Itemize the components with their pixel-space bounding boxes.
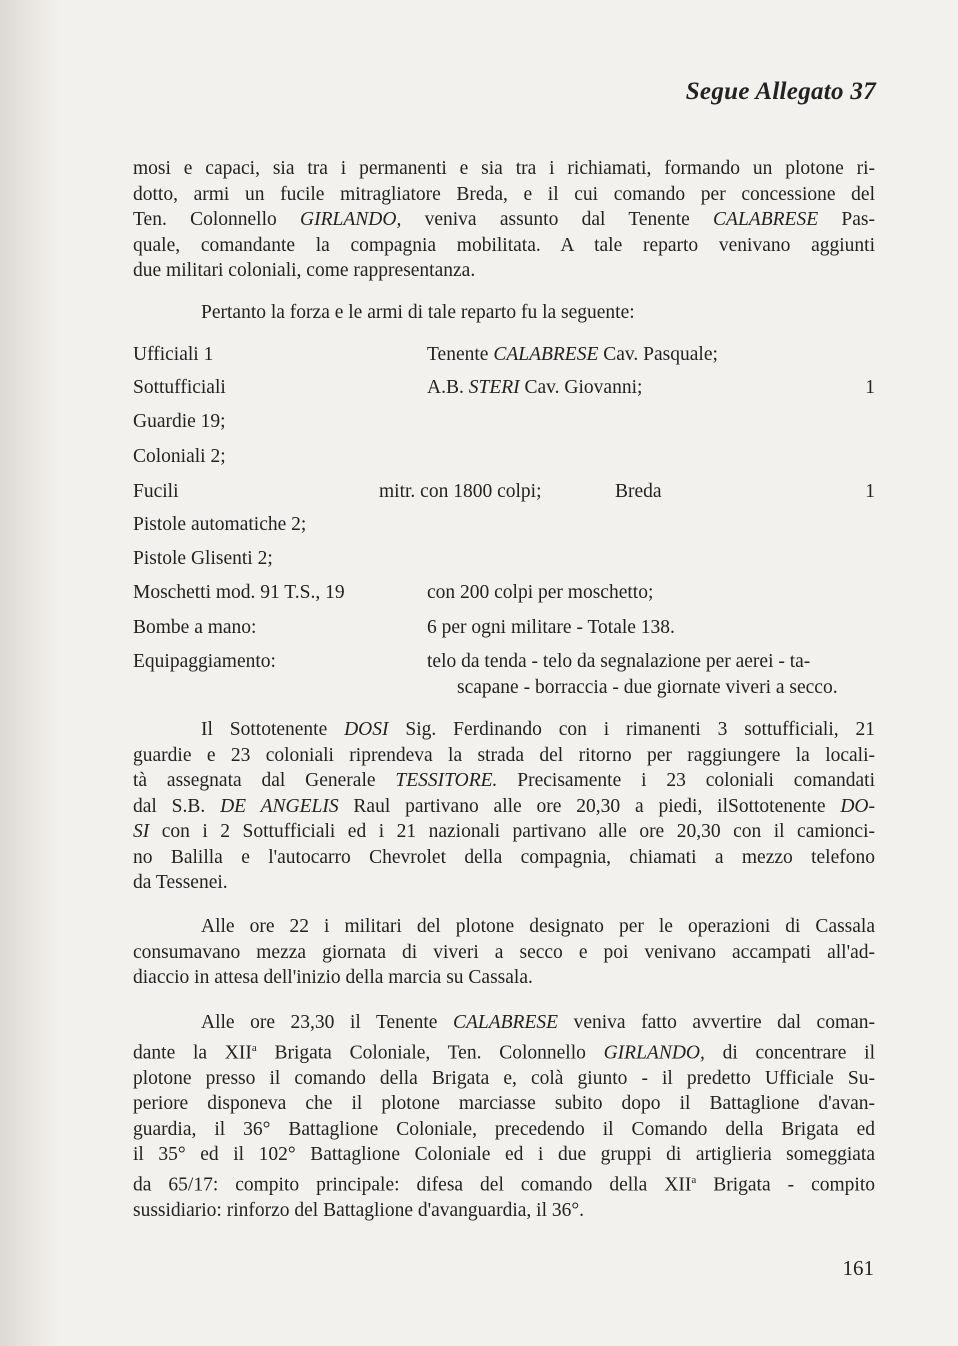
- text-line: periore disponeva che il plotone marciasse subito dopo il Battaglione d'avan-: [133, 1093, 875, 1114]
- pertanto-line: Pertanto la forza e le armi di tale reparto fu la seguente:: [201, 302, 635, 323]
- text-line: Alle ore 23,30 il Tenente CALABRESE veniva fatto avvertire dal coman-: [201, 1012, 876, 1033]
- inventory-row-fucili: Fucili mitr. con 1800 colpi; Breda 1: [133, 481, 875, 502]
- text-line: SI con i 2 Sottufficiali ed i 21 nazionali partivano alle ore 20,30 con il camionci-: [133, 821, 875, 842]
- text-line: no Balilla e l'autocarro Chevrolet della compagnia, chiamati a mezzo telefono: [133, 846, 875, 868]
- inventory-row-pistole-glisenti: Pistole Glisenti 2;: [133, 548, 273, 569]
- inventory-row-moschetti: Moschetti mod. 91 T.S., 19 con 200 colpi per moschetto;: [133, 582, 654, 603]
- text-line: tà assegnata dal Generale TESSITORE. Precisamente i 23 coloniali comandati: [133, 770, 875, 791]
- text-line: due militari coloniali, come rappresentanza.: [133, 260, 476, 281]
- text-line: quale, comandante la compagnia mobilitata. A tale reparto venivano aggiunti: [133, 234, 875, 256]
- inventory-row-ufficiali: Ufficiali 1 Tenente CALABRESE Cav. Pasquale;: [133, 344, 718, 365]
- inventory-row-coloniali: Coloniali 2;: [133, 446, 226, 467]
- text-line: dante la XII$^a$ Brigata Coloniale, Ten. Colonnello GIRLANDO, di concentrare il: [133, 1041, 876, 1063]
- inventory-row-equipaggiamento: Equipaggiamento: telo da tenda - telo da segnalazione per aerei - ta-: [133, 651, 811, 672]
- text-line: il 35° ed il 102° Battaglione Coloniale ed i due gruppi di artiglieria someggiata: [133, 1144, 875, 1165]
- inventory-row-guardie: Guardie 19;: [133, 411, 226, 432]
- binding-gutter-shadow: [0, 0, 60, 1346]
- inventory-row-sottufficiali: Sottufficiali A.B. STERI Cav. Giovanni; 1: [133, 377, 875, 398]
- text-line: da 65/17: compito principale: difesa del comando della XII$^a$ Brigata - compito: [133, 1173, 875, 1195]
- text-line: dotto, armi un fucile mitragliatore Breda, e il cui comando per concessione del: [133, 183, 875, 205]
- inventory-row-pistole-automatiche: Pistole automatiche 2;: [133, 514, 307, 535]
- text-line: mosi e capaci, sia tra i permanenti e sia tra i richiamati, formando un plotone ri-: [133, 158, 875, 179]
- text-line: dal S.B. DE ANGELIS Raul partivano alle ore 20,30 a piedi, ilSottotenente DO-: [133, 795, 875, 817]
- text-line: guardie e 23 coloniali riprendeva la strada del ritorno per raggiungere la locali-: [133, 744, 875, 766]
- text-line: plotone presso il comando della Brigata e, colà giunto - il predetto Ufficiale Su-: [133, 1067, 875, 1089]
- text-line: consumavano mezza giornata di viveri a secco e poi venivano accampati all'ad-: [133, 941, 875, 963]
- text-line: Ten. Colonnello GIRLANDO, veniva assunto dal Tenente CALABRESE Pas-: [133, 209, 875, 230]
- text-line: guardia, il 36° Battaglione Coloniale, precedendo il Comando della Brigata ed: [133, 1118, 875, 1140]
- paragraph-ore-22: [133, 914, 875, 991]
- running-header: Segue Allegato 37: [685, 78, 876, 105]
- text-line: da Tessenei.: [133, 872, 228, 893]
- paragraph-ore-2330: [133, 1010, 875, 1223]
- inventory-row-bombe: Bombe a mano: 6 per ogni militare - Totale 138.: [133, 617, 675, 638]
- text-line: Alle ore 22 i militari del plotone designato per le operazioni di Cassala: [201, 916, 875, 937]
- intro-paragraph: [133, 156, 875, 284]
- page-number: 161: [842, 1256, 874, 1280]
- text-line: Il Sottotenente DOSI Sig. Ferdinando con i rimanenti 3 sottufficiali, 21: [201, 719, 875, 740]
- text-line: diaccio in attesa dell'inizio della marcia su Cassala.: [133, 967, 533, 988]
- paragraph-dosi: [133, 717, 875, 896]
- text-line: sussidiario: rinforzo del Battaglione d'avanguardia, il 36°.: [133, 1199, 585, 1221]
- inventory-row-equipaggiamento-cont: scapane - borraccia - due giornate viveri a secco.: [457, 677, 838, 698]
